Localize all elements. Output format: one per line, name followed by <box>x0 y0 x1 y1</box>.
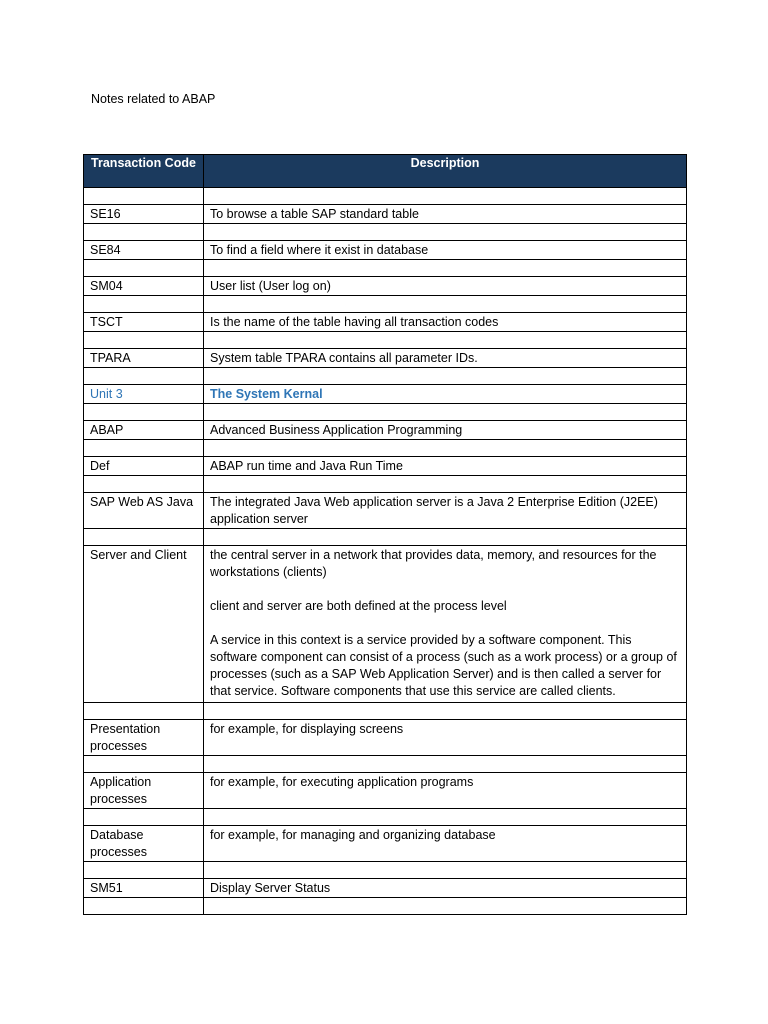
code-cell: SAP Web AS Java <box>84 493 204 529</box>
description-cell: ABAP run time and Java Run Time <box>204 457 687 476</box>
code-cell: SE16 <box>84 205 204 224</box>
table-row <box>84 773 687 809</box>
description-cell: The integrated Java Web application server is a Java 2 Enterprise Edition (J2EE) application server <box>204 493 687 529</box>
description-cell: for example, for displaying screens <box>204 720 687 756</box>
table-row <box>84 457 687 476</box>
code-cell: SM51 <box>84 879 204 898</box>
spacer-row <box>84 332 687 349</box>
description-cell: Advanced Business Application Programming <box>204 421 687 440</box>
table-row <box>84 879 687 898</box>
code-cell: ABAP <box>84 421 204 440</box>
table-row <box>84 313 687 332</box>
code-cell: SM04 <box>84 277 204 296</box>
description-paragraph: the central server in a network that provides data, memory, and resources for the workstations (clients) <box>210 548 657 579</box>
spacer-row <box>84 404 687 421</box>
description-cell: System table TPARA contains all parameter IDs. <box>204 349 687 368</box>
spacer-row <box>84 260 687 277</box>
description-cell: for example, for managing and organizing database <box>204 826 687 862</box>
code-cell: TPARA <box>84 349 204 368</box>
spacer-row <box>84 862 687 879</box>
table-row <box>84 720 687 756</box>
table-row <box>84 349 687 368</box>
table-row <box>84 493 687 529</box>
code-cell: SE84 <box>84 241 204 260</box>
code-cell: Server and Client <box>84 546 204 703</box>
table-row <box>84 205 687 224</box>
transaction-code-table <box>83 154 687 915</box>
spacer-row <box>84 529 687 546</box>
description-paragraph: client and server are both defined at the process level <box>210 599 507 613</box>
spacer-row <box>84 188 687 205</box>
table-header-row <box>84 155 687 188</box>
description-cell <box>204 546 687 703</box>
code-cell: Database processes <box>84 826 204 862</box>
spacer-row <box>84 368 687 385</box>
description-paragraph: A service in this context is a service provided by a software component. This software component can consist of a process (such as a work process) or a group of processes (such as a SAP Web Application Server) and is then called a server for that service. Software components that use this service are called clients. <box>210 633 677 698</box>
spacer-row <box>84 898 687 915</box>
spacer-row <box>84 296 687 313</box>
spacer-row <box>84 440 687 457</box>
table-row <box>84 826 687 862</box>
unit-label: Unit 3 <box>84 385 204 404</box>
spacer-row <box>84 224 687 241</box>
unit-heading-row <box>84 385 687 404</box>
header-description: Description <box>204 155 687 188</box>
header-transaction-code: Transaction Code <box>84 155 204 188</box>
code-cell: Def <box>84 457 204 476</box>
unit-title: The System Kernal <box>204 385 687 404</box>
table-row <box>84 277 687 296</box>
description-cell: User list (User log on) <box>204 277 687 296</box>
page-heading: Notes related to ABAP <box>91 92 216 106</box>
code-cell: TSCT <box>84 313 204 332</box>
description-cell: for example, for executing application programs <box>204 773 687 809</box>
description-cell: Display Server Status <box>204 879 687 898</box>
spacer-row <box>84 756 687 773</box>
description-cell: To find a field where it exist in database <box>204 241 687 260</box>
description-cell: Is the name of the table having all transaction codes <box>204 313 687 332</box>
description-cell: To browse a table SAP standard table <box>204 205 687 224</box>
table-row <box>84 421 687 440</box>
spacer-row <box>84 703 687 720</box>
table-row <box>84 546 687 703</box>
spacer-row <box>84 476 687 493</box>
code-cell: Application processes <box>84 773 204 809</box>
code-cell: Presentation processes <box>84 720 204 756</box>
spacer-row <box>84 809 687 826</box>
table-row <box>84 241 687 260</box>
